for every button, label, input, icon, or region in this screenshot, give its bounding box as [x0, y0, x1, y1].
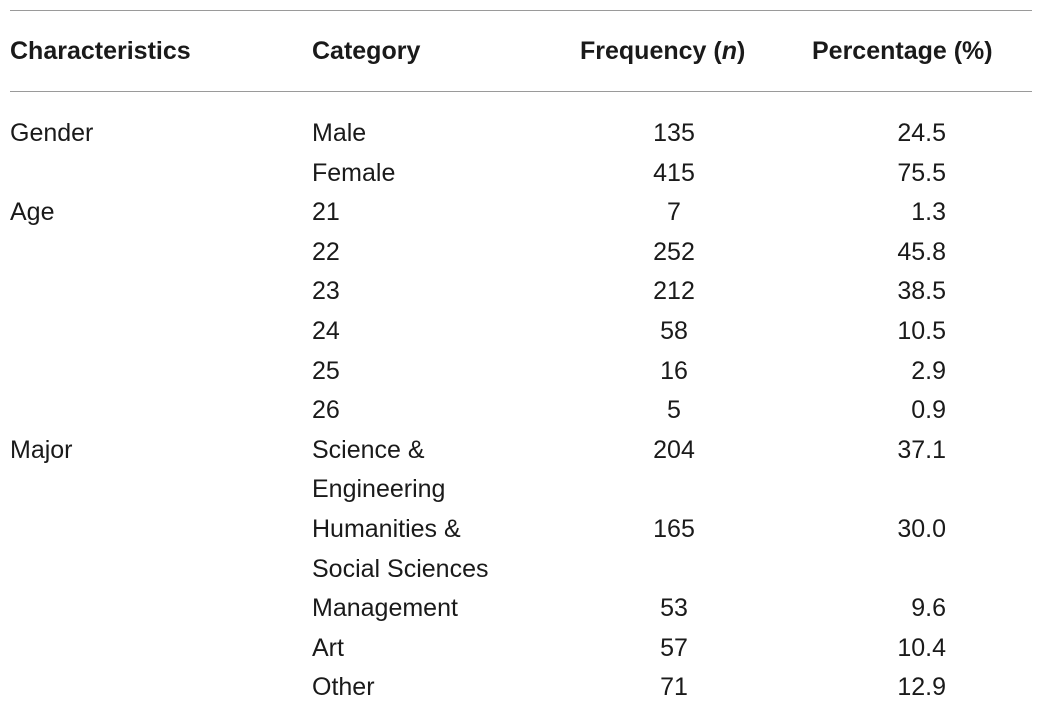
header-frequency-prefix: Frequency (: [580, 37, 722, 65]
cell-category: 26: [312, 396, 340, 425]
cell-frequency: 57: [660, 633, 688, 662]
cell-percentage: 0.9: [911, 396, 946, 425]
cell-percentage: 9.6: [911, 594, 946, 623]
header-frequency-suffix: ): [736, 37, 746, 65]
cell-frequency: 16: [660, 356, 688, 385]
cell-percentage: 1.3: [911, 198, 946, 227]
cell-category: Science & Engineering: [312, 435, 446, 504]
cell-category: 21: [312, 198, 340, 227]
demographics-table: [10, 10, 1032, 708]
cell-percentage: 37.1: [897, 435, 946, 464]
cell-percentage: 38.5: [897, 277, 946, 306]
cell-frequency: 58: [660, 316, 688, 345]
cell-percentage: 45.8: [897, 237, 946, 266]
table-row: [10, 589, 1032, 629]
cell-frequency: 135: [653, 119, 695, 147]
cell-percentage: 10.5: [897, 316, 946, 345]
table-row: [10, 391, 1032, 431]
table-row: [10, 352, 1032, 392]
table-row: [10, 114, 1032, 154]
table-row: [10, 193, 1032, 233]
cell-characteristic: Major: [10, 435, 73, 464]
cell-characteristic: Gender: [10, 119, 94, 147]
cell-category: Humanities & Social Sciences: [312, 514, 489, 583]
cell-frequency: 7: [667, 198, 681, 227]
table-row: [10, 431, 1032, 510]
cell-frequency: 5: [667, 396, 681, 425]
table-row: [10, 272, 1032, 312]
cell-percentage: 30.0: [897, 514, 946, 543]
table-row: [10, 233, 1032, 273]
cell-percentage: 24.5: [897, 119, 946, 147]
cell-category: Male: [312, 119, 367, 147]
table-row: [10, 154, 1032, 194]
cell-frequency: 53: [660, 594, 688, 623]
header-category: Category: [312, 37, 421, 65]
cell-percentage: 2.9: [911, 356, 946, 385]
cell-frequency: 252: [653, 237, 695, 266]
cell-percentage: 75.5: [897, 158, 946, 187]
cell-frequency: 204: [653, 435, 695, 464]
cell-category: 23: [312, 277, 340, 306]
header-frequency-var: n: [721, 37, 737, 65]
cell-category: 22: [312, 237, 340, 266]
cell-category: 24: [312, 316, 340, 345]
table-row: [10, 629, 1032, 669]
cell-frequency: 71: [660, 673, 688, 702]
table-row: [10, 510, 1032, 589]
header-characteristics: Characteristics: [10, 37, 191, 65]
cell-category: Art: [312, 633, 344, 662]
cell-percentage: 10.4: [897, 633, 946, 662]
table-body: [10, 92, 1032, 708]
table-row: [10, 312, 1032, 352]
table-header: [10, 11, 1032, 91]
cell-frequency: 415: [653, 158, 695, 187]
cell-characteristic: Age: [10, 198, 55, 227]
cell-category: Management: [312, 594, 458, 623]
cell-frequency: 212: [653, 277, 695, 306]
cell-frequency: 165: [653, 514, 695, 543]
cell-percentage: 12.9: [897, 673, 946, 702]
table-row: [10, 668, 1032, 708]
cell-category: 25: [312, 356, 340, 385]
cell-category: Female: [312, 158, 396, 187]
header-frequency: [580, 37, 745, 66]
header-percentage: Percentage (%): [812, 37, 993, 65]
cell-category: Other: [312, 673, 375, 702]
